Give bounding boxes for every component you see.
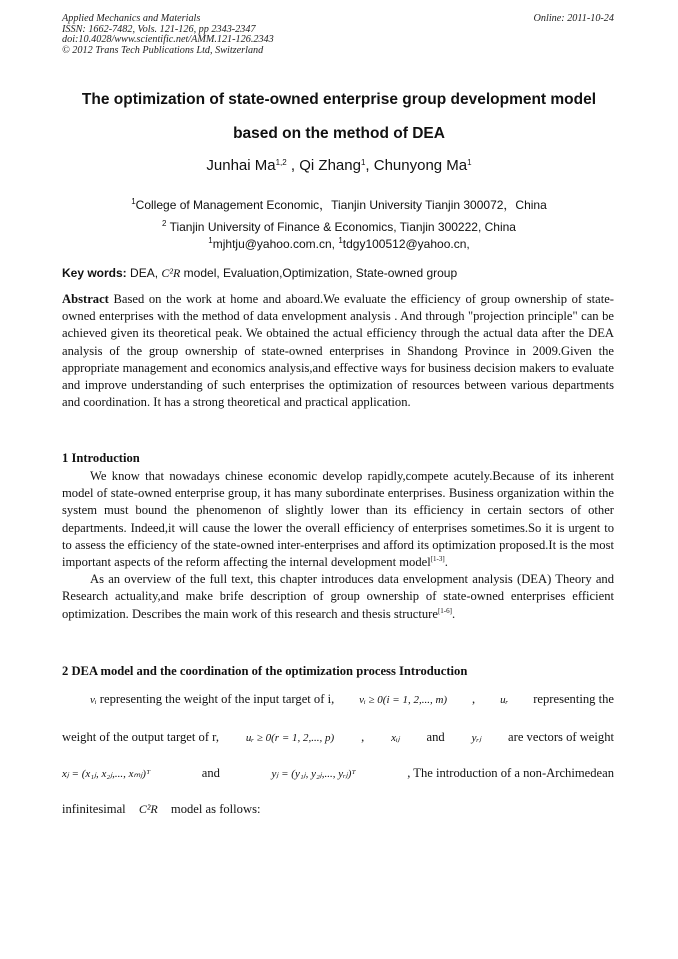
keywords-label: Key words:: [62, 266, 127, 280]
email-address: mjhtju@yahoo.com.cn,: [212, 237, 335, 251]
section-heading: 2 DEA model and the coordination of the optimization process Introduction: [62, 664, 468, 678]
email-address: tdgy100512@yahoo.cn,: [342, 237, 470, 251]
affiliation-text: Tianjin University of Finance & Economics, Tianjin 300222, China: [169, 220, 516, 234]
affiliation-1: [40, 196, 638, 213]
abstract: [62, 291, 614, 411]
keywords: [62, 266, 614, 281]
copyright-line: © 2012 Trans Tech Publications Ltd, Switzerland: [62, 44, 264, 56]
dea-line: [62, 729, 614, 747]
citation: [1-6]: [437, 606, 452, 615]
dea-line: [62, 801, 614, 818]
paper-title-line-2: based on the method of DEA: [233, 125, 445, 142]
text: , The introduction of a non-Archimedean: [407, 766, 614, 780]
email-mark: 1: [208, 236, 213, 245]
author-list: [40, 157, 638, 174]
abstract-label: Abstract: [62, 292, 109, 306]
dea-line: [62, 691, 614, 709]
c2r-math: C²R: [161, 266, 181, 280]
affiliation-2: [40, 220, 638, 234]
paper-title-line-1: The optimization of state-owned enterprise group development model: [81, 91, 597, 108]
author-separator: ,: [286, 157, 296, 174]
text: are vectors of weight: [508, 730, 614, 744]
math-condition: uᵣ ≥ 0(r = 1, 2,..., p): [245, 732, 335, 744]
issn-line: ISSN: 1662-7482, Vols. 121-126, pp 2343-2347: [62, 23, 256, 35]
math-u-r: uᵣ: [500, 694, 509, 706]
c2r-math: C²R: [138, 802, 158, 816]
introduction-body: [62, 468, 614, 623]
affiliation-mark: 2: [162, 219, 167, 228]
author-affiliation-mark: 1,2: [275, 158, 287, 167]
author-name: Qi Zhang: [299, 157, 361, 174]
author-name: Junhai Ma: [206, 157, 276, 174]
text: ,: [471, 692, 476, 706]
author-separator: ,: [365, 157, 370, 174]
online-date: Online: 2011-10-24: [533, 13, 614, 24]
author-emails: [40, 237, 638, 251]
text: and: [201, 766, 220, 780]
paragraph-text: As an overview of the full text, this chapter introduces data envelopment analysis (DEA) Theory and Research actuality,and make brife description of group ownership of state-owned enterprises efficient optimization. Describes the main work of this research and thesis structure: [62, 572, 614, 621]
paragraph: [62, 571, 614, 623]
keywords-pre: DEA,: [130, 266, 159, 280]
section-heading: 1 Introduction: [62, 451, 140, 465]
keywords-list: model, Evaluation,Optimization, State-owned group: [183, 266, 458, 280]
citation: [1-3]: [430, 555, 445, 564]
paragraph-text: We know that nowadays chinese economic develop rapidly,compete acutely.Because of its inherent model of state-owned enterprise group, it has many subordinate enterprises. Business organization within the system must bound the phenomenon of slightly lower than its efficiency in certain sectors of other departments. Indeed,it will cause the lower the overall efficiency of enterprises sometimes.So it is urgent to to assess the efficiency of the state-owned inter-enterprises and afford its optimization proposed.It is the most important aspects of the reform affecting the internal development model: [62, 469, 614, 570]
math-condition: vᵢ ≥ 0(i = 1, 2,..., m): [359, 694, 448, 706]
email-mark: 1: [338, 236, 343, 245]
text: ,: [361, 730, 365, 744]
paragraph-end: .: [444, 555, 448, 570]
affiliation-mark: 1: [131, 197, 136, 206]
math-v-i: vᵢ: [90, 694, 97, 706]
dea-line: [62, 765, 614, 783]
math-y-rj: yᵣⱼ: [471, 732, 482, 744]
journal-name: Applied Mechanics and Materials: [62, 13, 201, 24]
math-x-vector: xⱼ = (x₁ⱼ, x₂ⱼ,..., xₘⱼ)ᵀ: [62, 768, 151, 780]
text: representing the: [533, 692, 614, 706]
text: model as follows:: [170, 802, 261, 816]
text: and: [426, 730, 445, 744]
author-affiliation-mark: 1: [467, 158, 472, 167]
text: infinitesimal: [62, 802, 126, 816]
text: weight of the output target of r,: [62, 730, 219, 744]
math-x-ij: xᵢⱼ: [391, 732, 400, 744]
abstract-text: Based on the work at home and aboard.We evaluate the efficiency of group ownership of state-owned enterprises with the method of data envelopment analysis . And through "projection principle" can be achieved given its theoretical peak. We obtained the actual efficiency through the actual data after the DEA analysis of the group ownership of state-owned enterprises in Shandong Province in 2009.Given the appropriate management and economics analysis,and effective ways for business decision makers to evaluate and improve understanding of such enterprises the optimization of resources between various departments and coordination. It has a strong theoretical and practical application.: [62, 292, 615, 410]
math-y-vector: yⱼ = (y₁ⱼ, y₂ⱼ,..., yᵣⱼ)ᵀ: [271, 768, 356, 780]
affiliation-text: College of Management Economic，Tianjin University Tianjin 300072，China: [135, 198, 547, 212]
paragraph-end: .: [451, 606, 456, 621]
author-name: Chunyong Ma: [373, 157, 468, 174]
journal-header: [62, 14, 614, 56]
paragraph: [62, 468, 614, 571]
author-affiliation-mark: 1: [360, 158, 366, 167]
text: representing the weight of the input target of i,: [99, 692, 335, 706]
doi-line: doi:10.4028/www.scientific.net/AMM.121-126.2343: [62, 34, 274, 46]
